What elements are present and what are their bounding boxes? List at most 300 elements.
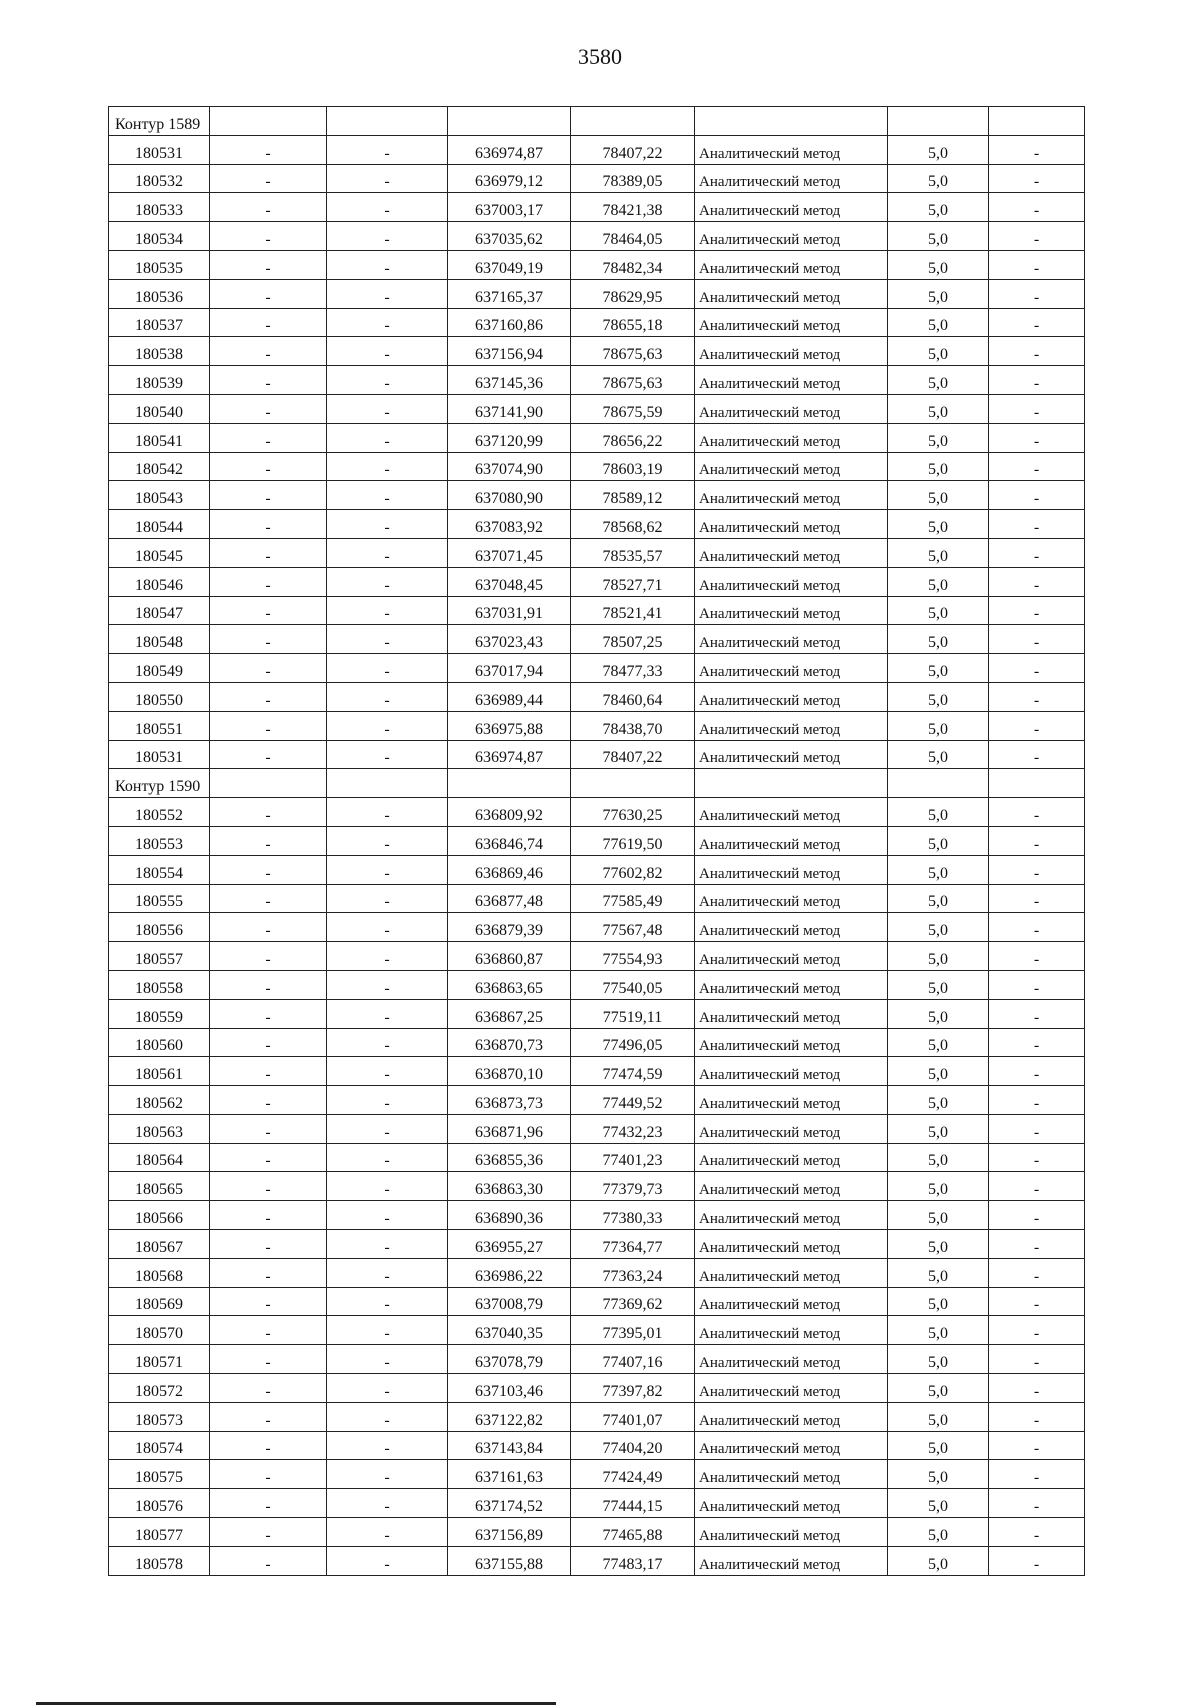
blank-cell-1: - [210, 1460, 327, 1489]
blank-cell-2: - [327, 1546, 448, 1575]
method-cell: Аналитический метод [695, 567, 888, 596]
method-cell: Аналитический метод [695, 452, 888, 481]
accuracy-cell: 5,0 [888, 394, 989, 423]
y-coordinate-cell: 77496,05 [571, 1028, 695, 1057]
empty-cell [695, 107, 888, 136]
blank-cell-1: - [210, 337, 327, 366]
method-cell: Аналитический метод [695, 711, 888, 740]
accuracy-cell: 5,0 [888, 1028, 989, 1057]
method-cell: Аналитический метод [695, 855, 888, 884]
method-cell: Аналитический метод [695, 1028, 888, 1057]
x-coordinate-cell: 637035,62 [448, 222, 571, 251]
y-coordinate-cell: 77397,82 [571, 1374, 695, 1403]
accuracy-cell: 5,0 [888, 740, 989, 769]
table-row [109, 308, 1085, 337]
method-cell: Аналитический метод [695, 366, 888, 395]
table-row [109, 1287, 1085, 1316]
blank-cell-2: - [327, 135, 448, 164]
method-cell: Аналитический метод [695, 1258, 888, 1287]
y-coordinate-cell: 77519,11 [571, 999, 695, 1028]
table-row [109, 1546, 1085, 1575]
point-number-cell: 180547 [109, 596, 210, 625]
x-coordinate-cell: 636989,44 [448, 682, 571, 711]
blank-cell-2: - [327, 222, 448, 251]
blank-cell-3: - [989, 1114, 1085, 1143]
y-coordinate-cell: 78603,19 [571, 452, 695, 481]
table-row [109, 625, 1085, 654]
blank-cell-1: - [210, 164, 327, 193]
x-coordinate-cell: 636877,48 [448, 884, 571, 913]
blank-cell-3: - [989, 1172, 1085, 1201]
y-coordinate-cell: 77483,17 [571, 1546, 695, 1575]
accuracy-cell: 5,0 [888, 942, 989, 971]
table-row [109, 970, 1085, 999]
method-cell: Аналитический метод [695, 1374, 888, 1403]
table-row [109, 798, 1085, 827]
method-cell: Аналитический метод [695, 1172, 888, 1201]
blank-cell-1: - [210, 740, 327, 769]
method-cell: Аналитический метод [695, 1431, 888, 1460]
method-cell: Аналитический метод [695, 1316, 888, 1345]
table-row [109, 1086, 1085, 1115]
blank-cell-1: - [210, 193, 327, 222]
table-row [109, 1230, 1085, 1259]
blank-cell-3: - [989, 654, 1085, 683]
point-number-cell: 180568 [109, 1258, 210, 1287]
x-coordinate-cell: 637080,90 [448, 481, 571, 510]
accuracy-cell: 5,0 [888, 452, 989, 481]
blank-cell-2: - [327, 682, 448, 711]
point-number-cell: 180577 [109, 1518, 210, 1547]
table-row [109, 1201, 1085, 1230]
point-number-cell: 180533 [109, 193, 210, 222]
contour-header-row [109, 769, 1085, 798]
blank-cell-3: - [989, 337, 1085, 366]
blank-cell-3: - [989, 308, 1085, 337]
y-coordinate-cell: 78407,22 [571, 135, 695, 164]
point-number-cell: 180557 [109, 942, 210, 971]
table-row [109, 711, 1085, 740]
contour-label: Контур 1589 [109, 107, 210, 136]
empty-cell [210, 107, 327, 136]
empty-cell [210, 769, 327, 798]
blank-cell-2: - [327, 855, 448, 884]
table-row [109, 1172, 1085, 1201]
table-row [109, 1143, 1085, 1172]
x-coordinate-cell: 637083,92 [448, 510, 571, 539]
table-row [109, 740, 1085, 769]
table-row [109, 366, 1085, 395]
blank-cell-2: - [327, 1172, 448, 1201]
x-coordinate-cell: 637156,94 [448, 337, 571, 366]
point-number-cell: 180542 [109, 452, 210, 481]
table-row [109, 1402, 1085, 1431]
point-number-cell: 180564 [109, 1143, 210, 1172]
y-coordinate-cell: 78407,22 [571, 740, 695, 769]
blank-cell-2: - [327, 1028, 448, 1057]
blank-cell-2: - [327, 711, 448, 740]
table-row [109, 337, 1085, 366]
method-cell: Аналитический метод [695, 884, 888, 913]
y-coordinate-cell: 78629,95 [571, 279, 695, 308]
table-row [109, 654, 1085, 683]
blank-cell-3: - [989, 826, 1085, 855]
empty-cell [888, 769, 989, 798]
blank-cell-3: - [989, 1345, 1085, 1374]
blank-cell-3: - [989, 510, 1085, 539]
point-number-cell: 180573 [109, 1402, 210, 1431]
x-coordinate-cell: 636863,30 [448, 1172, 571, 1201]
blank-cell-2: - [327, 798, 448, 827]
method-cell: Аналитический метод [695, 1287, 888, 1316]
x-coordinate-cell: 636986,22 [448, 1258, 571, 1287]
blank-cell-2: - [327, 1057, 448, 1086]
blank-cell-1: - [210, 682, 327, 711]
blank-cell-1: - [210, 1431, 327, 1460]
empty-cell [989, 107, 1085, 136]
blank-cell-3: - [989, 1374, 1085, 1403]
y-coordinate-cell: 78656,22 [571, 423, 695, 452]
blank-cell-2: - [327, 452, 448, 481]
method-cell: Аналитический метод [695, 1201, 888, 1230]
table-row [109, 913, 1085, 942]
blank-cell-3: - [989, 596, 1085, 625]
blank-cell-1: - [210, 855, 327, 884]
method-cell: Аналитический метод [695, 913, 888, 942]
blank-cell-3: - [989, 1460, 1085, 1489]
accuracy-cell: 5,0 [888, 826, 989, 855]
blank-cell-1: - [210, 250, 327, 279]
accuracy-cell: 5,0 [888, 510, 989, 539]
blank-cell-2: - [327, 481, 448, 510]
method-cell: Аналитический метод [695, 1518, 888, 1547]
point-number-cell: 180576 [109, 1489, 210, 1518]
x-coordinate-cell: 637174,52 [448, 1489, 571, 1518]
accuracy-cell: 5,0 [888, 538, 989, 567]
point-number-cell: 180546 [109, 567, 210, 596]
accuracy-cell: 5,0 [888, 798, 989, 827]
blank-cell-1: - [210, 452, 327, 481]
y-coordinate-cell: 77364,77 [571, 1230, 695, 1259]
blank-cell-2: - [327, 1345, 448, 1374]
accuracy-cell: 5,0 [888, 135, 989, 164]
y-coordinate-cell: 78675,63 [571, 337, 695, 366]
empty-cell [571, 769, 695, 798]
accuracy-cell: 5,0 [888, 222, 989, 251]
y-coordinate-cell: 77630,25 [571, 798, 695, 827]
blank-cell-3: - [989, 682, 1085, 711]
y-coordinate-cell: 77404,20 [571, 1431, 695, 1460]
point-number-cell: 180565 [109, 1172, 210, 1201]
table-row [109, 884, 1085, 913]
contour-label: Контур 1590 [109, 769, 210, 798]
method-cell: Аналитический метод [695, 798, 888, 827]
accuracy-cell: 5,0 [888, 366, 989, 395]
point-number-cell: 180561 [109, 1057, 210, 1086]
blank-cell-1: - [210, 654, 327, 683]
blank-cell-1: - [210, 1172, 327, 1201]
method-cell: Аналитический метод [695, 538, 888, 567]
x-coordinate-cell: 637141,90 [448, 394, 571, 423]
blank-cell-3: - [989, 452, 1085, 481]
method-cell: Аналитический метод [695, 625, 888, 654]
y-coordinate-cell: 78389,05 [571, 164, 695, 193]
method-cell: Аналитический метод [695, 1546, 888, 1575]
blank-cell-1: - [210, 798, 327, 827]
table-row [109, 510, 1085, 539]
table-row [109, 1258, 1085, 1287]
blank-cell-2: - [327, 884, 448, 913]
blank-cell-3: - [989, 366, 1085, 395]
method-cell: Аналитический метод [695, 337, 888, 366]
blank-cell-1: - [210, 1518, 327, 1547]
accuracy-cell: 5,0 [888, 1172, 989, 1201]
method-cell: Аналитический метод [695, 1230, 888, 1259]
empty-cell [448, 769, 571, 798]
accuracy-cell: 5,0 [888, 682, 989, 711]
point-number-cell: 180531 [109, 135, 210, 164]
y-coordinate-cell: 77602,82 [571, 855, 695, 884]
point-number-cell: 180560 [109, 1028, 210, 1057]
blank-cell-1: - [210, 913, 327, 942]
method-cell: Аналитический метод [695, 1460, 888, 1489]
method-cell: Аналитический метод [695, 999, 888, 1028]
blank-cell-1: - [210, 394, 327, 423]
point-number-cell: 180552 [109, 798, 210, 827]
point-number-cell: 180531 [109, 740, 210, 769]
page-number: 3580 [578, 44, 622, 69]
blank-cell-2: - [327, 1374, 448, 1403]
blank-cell-1: - [210, 1258, 327, 1287]
blank-cell-1: - [210, 1287, 327, 1316]
blank-cell-3: - [989, 1057, 1085, 1086]
point-number-cell: 180540 [109, 394, 210, 423]
y-coordinate-cell: 77585,49 [571, 884, 695, 913]
y-coordinate-cell: 78527,71 [571, 567, 695, 596]
blank-cell-3: - [989, 135, 1085, 164]
method-cell: Аналитический метод [695, 1114, 888, 1143]
y-coordinate-cell: 77407,16 [571, 1345, 695, 1374]
blank-cell-3: - [989, 740, 1085, 769]
y-coordinate-cell: 77432,23 [571, 1114, 695, 1143]
x-coordinate-cell: 637160,86 [448, 308, 571, 337]
point-number-cell: 180545 [109, 538, 210, 567]
y-coordinate-cell: 78655,18 [571, 308, 695, 337]
y-coordinate-cell: 77619,50 [571, 826, 695, 855]
table-row [109, 1460, 1085, 1489]
blank-cell-2: - [327, 567, 448, 596]
table-row [109, 1114, 1085, 1143]
method-cell: Аналитический метод [695, 135, 888, 164]
table-body [109, 107, 1085, 1576]
x-coordinate-cell: 636846,74 [448, 826, 571, 855]
point-number-cell: 180556 [109, 913, 210, 942]
x-coordinate-cell: 636871,96 [448, 1114, 571, 1143]
x-coordinate-cell: 636869,46 [448, 855, 571, 884]
accuracy-cell: 5,0 [888, 970, 989, 999]
x-coordinate-cell: 637017,94 [448, 654, 571, 683]
method-cell: Аналитический метод [695, 1402, 888, 1431]
table-row [109, 1028, 1085, 1057]
table-row [109, 394, 1085, 423]
method-cell: Аналитический метод [695, 1057, 888, 1086]
y-coordinate-cell: 77554,93 [571, 942, 695, 971]
accuracy-cell: 5,0 [888, 1114, 989, 1143]
footer-rule [36, 1702, 556, 1705]
point-number-cell: 180538 [109, 337, 210, 366]
blank-cell-1: - [210, 826, 327, 855]
y-coordinate-cell: 78535,57 [571, 538, 695, 567]
y-coordinate-cell: 78464,05 [571, 222, 695, 251]
method-cell: Аналитический метод [695, 279, 888, 308]
y-coordinate-cell: 77395,01 [571, 1316, 695, 1345]
x-coordinate-cell: 636975,88 [448, 711, 571, 740]
accuracy-cell: 5,0 [888, 1374, 989, 1403]
empty-cell [571, 107, 695, 136]
blank-cell-2: - [327, 1230, 448, 1259]
accuracy-cell: 5,0 [888, 423, 989, 452]
blank-cell-2: - [327, 1431, 448, 1460]
table-row [109, 481, 1085, 510]
blank-cell-3: - [989, 1028, 1085, 1057]
y-coordinate-cell: 78482,34 [571, 250, 695, 279]
y-coordinate-cell: 78675,63 [571, 366, 695, 395]
blank-cell-1: - [210, 1402, 327, 1431]
point-number-cell: 180555 [109, 884, 210, 913]
y-coordinate-cell: 78507,25 [571, 625, 695, 654]
blank-cell-1: - [210, 1114, 327, 1143]
accuracy-cell: 5,0 [888, 337, 989, 366]
y-coordinate-cell: 77380,33 [571, 1201, 695, 1230]
empty-cell [448, 107, 571, 136]
method-cell: Аналитический метод [695, 596, 888, 625]
blank-cell-1: - [210, 1316, 327, 1345]
accuracy-cell: 5,0 [888, 193, 989, 222]
x-coordinate-cell: 637031,91 [448, 596, 571, 625]
blank-cell-3: - [989, 423, 1085, 452]
y-coordinate-cell: 78421,38 [571, 193, 695, 222]
x-coordinate-cell: 637161,63 [448, 1460, 571, 1489]
x-coordinate-cell: 637143,84 [448, 1431, 571, 1460]
x-coordinate-cell: 636955,27 [448, 1230, 571, 1259]
blank-cell-1: - [210, 423, 327, 452]
y-coordinate-cell: 77540,05 [571, 970, 695, 999]
blank-cell-3: - [989, 1258, 1085, 1287]
blank-cell-3: - [989, 164, 1085, 193]
table-row [109, 279, 1085, 308]
table-row [109, 567, 1085, 596]
accuracy-cell: 5,0 [888, 855, 989, 884]
blank-cell-3: - [989, 250, 1085, 279]
accuracy-cell: 5,0 [888, 1287, 989, 1316]
blank-cell-3: - [989, 1316, 1085, 1345]
blank-cell-2: - [327, 1316, 448, 1345]
accuracy-cell: 5,0 [888, 481, 989, 510]
empty-cell [327, 107, 448, 136]
accuracy-cell: 5,0 [888, 1316, 989, 1345]
blank-cell-2: - [327, 538, 448, 567]
x-coordinate-cell: 637165,37 [448, 279, 571, 308]
point-number-cell: 180559 [109, 999, 210, 1028]
blank-cell-2: - [327, 654, 448, 683]
blank-cell-3: - [989, 538, 1085, 567]
y-coordinate-cell: 77401,07 [571, 1402, 695, 1431]
x-coordinate-cell: 636870,10 [448, 1057, 571, 1086]
x-coordinate-cell: 636867,25 [448, 999, 571, 1028]
blank-cell-2: - [327, 596, 448, 625]
blank-cell-1: - [210, 970, 327, 999]
method-cell: Аналитический метод [695, 481, 888, 510]
x-coordinate-cell: 636979,12 [448, 164, 571, 193]
blank-cell-1: - [210, 884, 327, 913]
blank-cell-1: - [210, 481, 327, 510]
accuracy-cell: 5,0 [888, 567, 989, 596]
blank-cell-3: - [989, 1201, 1085, 1230]
blank-cell-1: - [210, 1345, 327, 1374]
blank-cell-1: - [210, 1546, 327, 1575]
accuracy-cell: 5,0 [888, 596, 989, 625]
blank-cell-2: - [327, 164, 448, 193]
x-coordinate-cell: 637074,90 [448, 452, 571, 481]
y-coordinate-cell: 78675,59 [571, 394, 695, 423]
table-row [109, 250, 1085, 279]
accuracy-cell: 5,0 [888, 279, 989, 308]
x-coordinate-cell: 636855,36 [448, 1143, 571, 1172]
accuracy-cell: 5,0 [888, 1086, 989, 1115]
x-coordinate-cell: 637145,36 [448, 366, 571, 395]
blank-cell-2: - [327, 1201, 448, 1230]
blank-cell-3: - [989, 481, 1085, 510]
table-row [109, 423, 1085, 452]
point-number-cell: 180537 [109, 308, 210, 337]
y-coordinate-cell: 77401,23 [571, 1143, 695, 1172]
blank-cell-1: - [210, 942, 327, 971]
blank-cell-1: - [210, 308, 327, 337]
point-number-cell: 180551 [109, 711, 210, 740]
blank-cell-1: - [210, 999, 327, 1028]
blank-cell-3: - [989, 1287, 1085, 1316]
table-row [109, 538, 1085, 567]
x-coordinate-cell: 636890,36 [448, 1201, 571, 1230]
blank-cell-2: - [327, 1460, 448, 1489]
table-row [109, 222, 1085, 251]
y-coordinate-cell: 77449,52 [571, 1086, 695, 1115]
blank-cell-3: - [989, 884, 1085, 913]
point-number-cell: 180562 [109, 1086, 210, 1115]
blank-cell-3: - [989, 913, 1085, 942]
point-number-cell: 180543 [109, 481, 210, 510]
table-row [109, 135, 1085, 164]
blank-cell-2: - [327, 423, 448, 452]
x-coordinate-cell: 637071,45 [448, 538, 571, 567]
table-row [109, 826, 1085, 855]
blank-cell-1: - [210, 1201, 327, 1230]
blank-cell-2: - [327, 1402, 448, 1431]
point-number-cell: 180534 [109, 222, 210, 251]
table-row [109, 1489, 1085, 1518]
blank-cell-3: - [989, 1143, 1085, 1172]
blank-cell-3: - [989, 222, 1085, 251]
x-coordinate-cell: 637078,79 [448, 1345, 571, 1374]
method-cell: Аналитический метод [695, 682, 888, 711]
method-cell: Аналитический метод [695, 164, 888, 193]
blank-cell-2: - [327, 337, 448, 366]
method-cell: Аналитический метод [695, 942, 888, 971]
point-number-cell: 180574 [109, 1431, 210, 1460]
y-coordinate-cell: 77363,24 [571, 1258, 695, 1287]
accuracy-cell: 5,0 [888, 1201, 989, 1230]
coordinates-table [108, 106, 1085, 1576]
